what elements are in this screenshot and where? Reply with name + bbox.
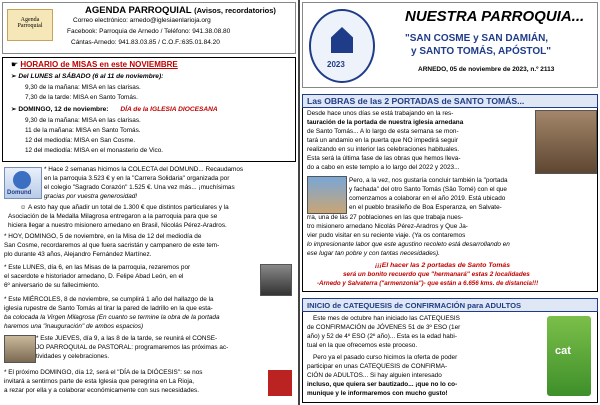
weekday-line: 7,30 de la tarde: MISA en Santo Tomás. [25,94,138,101]
agenda-facebook: Facebook: Parroquia de Arnedo / Teléfono: 941.38.08.80 [67,28,231,35]
agenda-title: AGENDA PARROQUIAL (Avisos, recordatorios) [85,5,276,16]
hand-icon: ☛ [11,60,19,69]
catequesis-logo: cat [547,316,591,396]
sunday-line: 9,30 de la mañana: MISA en las clarisas. [25,117,141,124]
domund-line: el colegio "Sagrado Corazón" 1.525 €. Una vez más... ¡muchísimas [44,184,235,191]
parish-subtitle: "SAN COSME y SAN DAMIÁN, [405,33,549,44]
catequesis-section: Este mes de octubre han iniciado las CATEQUESIS de CONFIRMACIÓN de JÓVENES 51 de 3º ESO (1er año) y 52 de 4º ESO (2º año)... Esta es la edad habi- tual en la que ofrecemos este proceso. Pero ya el pasado curso hicimos la oferta de poder participar en unas CATEQUESIS de CONFIRMA- CIÓN de ADULTOS... Si hay alguien interesado incluso, que quiera ser bautizado... ¡que no lo co- munique y le informaremos con mucho gusto! cat [302,312,598,403]
arrow-icon: ➢ [11,73,17,80]
parish-title: NUESTRA PARROQUIA... [405,8,585,25]
sunday-line: 11 de la mañana: MISA en Santo Tomás. [25,127,141,134]
parish-seal: 2023 [309,9,375,83]
domund-line: en la parroquia 3.523 € y en la "Carrera Solidaria" organizada por [44,175,230,182]
mass-heading: ☛ HORARIO de MISAS en este NOVIEMBRE [11,60,178,69]
catequesis-heading: INICIO de CATEQUESIS de CONFIRMACIÓN para ADULTOS [302,298,598,312]
council-photo [4,335,36,363]
obras-section: Desde hace unos días se está trabajando en la res- tauración de la portada de nuestra iglesia arnedana de Santo Tomás... A lo largo de esta semana se mon- tará un andamio en la puerta que NO impedirá seguir realizando en su interior las celebraciones habituales. Esta será la última fase de las obras que hemos lleva- do a cabo en este templo a lo largo del 2022 y 2023... Pero, a la vez, nos gustaría concluir también la "portada y fachada" del otro Santo Tomás (Sâo Tomé) con el que comenzamos a colaborar en el año 2019. Está ubicado en el pueblo brasileño de Boa Esperanza, en Salvate- rra, una de las 27 poblaciones en las que trabaja nues- tro misionero arnedano Nicolás Pérez-Aradros y Que Ja- vier pudo visitar en su reciente viaje. (Ya os contaremos lo impresionante labor que este agustino recoleto está desarrollando en ese lugar tan pobre y con tantas necesidades). ¡¡¡El hacer las 2 portadas de Santo Tomás será un bonito recuerdo que "hermanará" estas 2 localidades -Arnedo y Salvaterra ("armenzonia")- que están a 6.656 kms. de distancia!!! [302,108,598,292]
parish-subtitle: y SANTO TOMÁS, APÓSTOL" [411,46,551,57]
obras-heading: Las OBRAS de las 2 PORTADAS de SANTO TOMÁS... [302,94,598,108]
mass-schedule [2,57,296,162]
notices-list: * HOY, DOMINGO, 5 de noviembre, en la Misa de 12 del mediodía de San Cosme, recordaremos al que fuera sacristán y campanero de este tem- plo durante 43 años, Alejandro Fernández Martínez. * Este LUNES, día 6, en las Misas de la parroquia, rezaremos por el sacerdote e historiador arnedano, D. Felipe Abad León, en el 6º aniversario de su fallecimiento. * Este MIÉRCOLES, 8 de noviembre, se cumplirá 1 año del hallazgo de la iglesia rupestre de Santo Tomás al tirar la pared de ladrillo en la que esta- ba colocada la Virgen Milagrosa (En cuanto se termine la obra de la portada haremos una "inauguración" de ambos espacios) * Este JUEVES, día 9, a las 8 de la tarde, se reunirá el CONSE- JO PARROQUIAL de PASTORAL: programaremos las próximas ac- tividades y celebraciones. * El próximo DOMINGO, día 12, será el "DÍA de la DIÓCESIS": se nos invitará a sentirnos parte de esta Iglesia que peregrina en La Rioja, a rezar por ella y a colaborar económicamente con sus necesidades. [2,234,296,404]
obras-closing: será un bonito recuerdo que "hermanará" estas 2 localidades [343,271,530,278]
agenda-bank: Cántas-Arnedo: 941.83.03.85 / C.O.F.:635.01.84.20 [71,39,220,46]
brazil-church-photo [307,176,347,214]
church-icon [331,27,353,53]
domund-line: gracias por vuestra generosidad! [44,193,138,200]
sunday-line: 12 del mediodía: MISA en el monasterio de Vico. [25,147,164,154]
portal-photo [535,110,597,174]
right-column [300,0,600,405]
domund-logo: Domund [4,167,42,199]
domund-line: * Hace 2 semanas hicimos la COLECTA del DOMUND... Recaudamos [44,166,244,173]
agenda-logo: Agenda Parroquial [7,9,53,41]
agenda-header [2,2,296,54]
agenda-email: Correo electrónico: arnedo@iglesiaenlarioja.org [73,17,211,24]
parish-header [302,2,598,88]
domund-extra: hiciera llegar a nuestro misionero arnedano en Brasil, Nicolás Pérez-Aradros. [8,222,227,229]
domund-extra: ☺ A esto hay que añadir un total de 1.300 € que distintos particulares y la [20,204,229,211]
left-column [0,0,298,405]
arrow-icon: ➢ [11,106,17,113]
diocese-logo [268,370,292,396]
weekday-label: ➢ Del LUNES al SÁBADO (6 al 11 de noviembre): [11,73,164,80]
domund-extra: Asociación de la Medalla Milagrosa entregaron a la parroquia para que se [8,213,218,220]
priest-photo [260,264,292,296]
sunday-label: ➢ DOMINGO, 12 de noviembre: DÍA de la IGLESIA DIOCESANA [11,106,218,113]
domund-section [2,165,296,229]
issue-date: ARNEDO, 05 de noviembre de 2023, n.º 2113 [418,66,555,73]
sunday-line: 12 del mediodía: MISA en San Cosme. [25,137,136,144]
obras-closing: -Arnedo y Salvaterra ("armenzonia")- que están a 6.656 kms. de distancia!!! [317,280,539,287]
obras-closing: ¡¡¡El hacer las 2 portadas de Santo Tomás [375,262,510,269]
globe-icon [13,171,31,189]
weekday-line: 9,30 de la mañana: MISA en las clarisas. [25,84,141,91]
